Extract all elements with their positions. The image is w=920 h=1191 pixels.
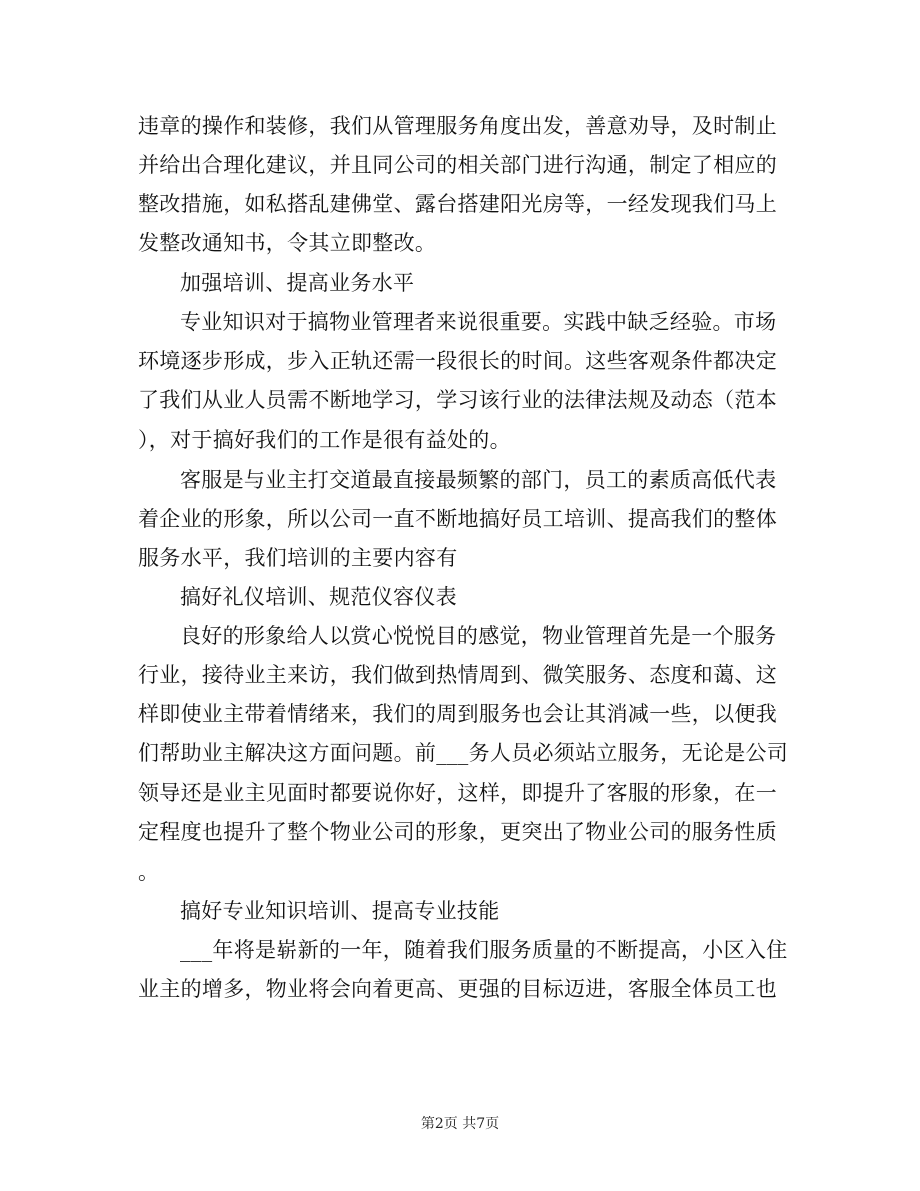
body-text-line: 发整改通知书，令其立即整改。 <box>138 231 437 255</box>
body-text-line: 样即使业主带着情绪来，我们的周到服务也会让其消减一些，以便我 <box>138 702 777 726</box>
body-text-line: 们帮助业主解决这方面问题。前___务人员必须站立服务，无论是公司 <box>138 741 789 765</box>
body-text-line: 并给出合理化建议，并且同公司的相关部门进行沟通，制定了相应的 <box>138 153 777 177</box>
body-text-line: ___年将是崭新的一年，随着我们服务质量的不断提高，小区入住 <box>180 938 788 962</box>
page-number: 第2页 共7页 <box>420 1116 500 1132</box>
body-text-line: 了我们从业人员需不断地学习，学习该行业的法律法规及动态（范本 <box>138 388 777 412</box>
body-text-line: 领导还是业主见面时都要说你好，这样，即提升了客服的形象，在一 <box>138 781 777 805</box>
section-heading: 加强培训、提高业务水平 <box>180 271 415 295</box>
section-heading: 搞好专业知识培训、提高专业技能 <box>180 899 500 923</box>
body-text-line: 客服是与业主打交道最直接最频繁的部门，员工的素质高低代表 <box>180 468 777 492</box>
body-text-line: 行业，接待业主来访，我们做到热情周到、微笑服务、态度和蔼、这 <box>138 663 777 687</box>
body-text-line: 良好的形象给人以赏心悦悦目的感觉，物业管理首先是一个服务 <box>180 624 777 648</box>
body-text-line: 业主的增多，物业将会向着更高、更强的目标迈进，客服全体员工也 <box>138 977 777 1001</box>
body-text-line: 。 <box>138 860 160 884</box>
body-text-line: 定程度也提升了整个物业公司的形象，更突出了物业公司的服务性质 <box>138 820 777 844</box>
body-text-line: 违章的操作和装修，我们从管理服务角度出发，善意劝导，及时制止 <box>138 114 777 138</box>
body-text-line: 着企业的形象，所以公司一直不断地搞好员工培训、提高我们的整体 <box>138 507 777 531</box>
body-text-line: 整改措施，如私搭乱建佛堂、露台搭建阳光房等，一经发现我们马上 <box>138 192 777 216</box>
body-text-line: 专业知识对于搞物业管理者来说很重要。实践中缺乏经验。市场 <box>180 310 777 334</box>
body-text-line: 环境逐步形成，步入正轨还需一段很长的时间。这些客观条件都决定 <box>138 349 777 373</box>
section-heading: 搞好礼仪培训、规范仪容仪表 <box>180 585 457 609</box>
body-text-line: ），对于搞好我们的工作是很有益处的。 <box>138 428 511 452</box>
body-text-line: 服务水平，我们培训的主要内容有 <box>138 546 458 570</box>
